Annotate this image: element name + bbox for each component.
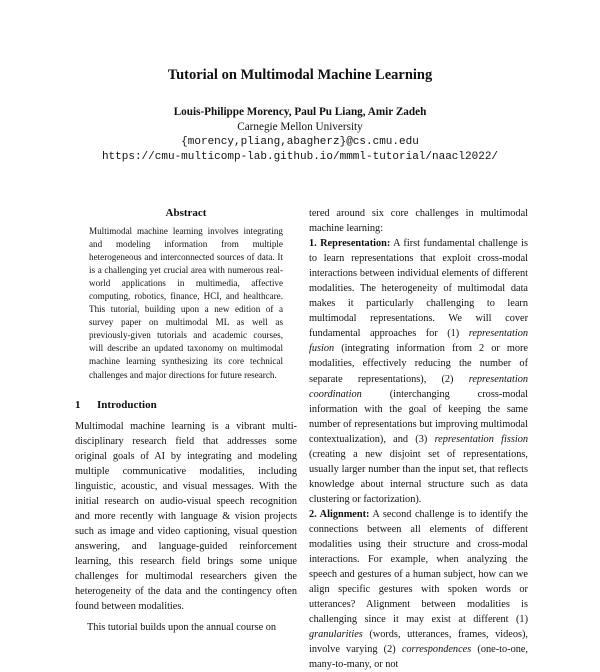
affiliation: Carnegie Mellon University bbox=[237, 121, 363, 133]
representation-text-d: (creating a new disjoint set of representations, usually larger number than the input set, that reflects knowledge about internal structure such as data clustering or factorization). bbox=[309, 448, 528, 505]
representation-text-a: A first fundamental challenge is to learn representations that exploit cross-modal interactions between individual elements of different modalities. The heterogeneity of multimodal data makes it particularly challenging to learn multimodal representations. We will cover fundamental approaches for (1) bbox=[309, 238, 528, 340]
introduction-paragraph-2: This tutorial builds upon the annual course on bbox=[87, 622, 277, 634]
term-representation-fission: representation fission bbox=[434, 433, 529, 445]
alignment-text-c: (one-to-one, many-to-many, or not bbox=[309, 644, 529, 671]
representation-paragraph bbox=[309, 236, 528, 507]
term-granularities: granularities bbox=[309, 629, 363, 641]
author-block bbox=[0, 105, 600, 165]
section-number: 1 bbox=[75, 398, 81, 411]
alignment-text-b: (words, utterances, frames, videos), involve varying (2) bbox=[309, 629, 528, 656]
section-title: Introduction bbox=[97, 398, 157, 411]
author-emails: {morency,pliang,abagherz}@cs.cmu.edu bbox=[181, 136, 419, 148]
representation-text-b: (integrating information from 2 or more modalities, effectively reducing the number of separate representations), (2) bbox=[309, 343, 528, 385]
abstract-heading: Abstract bbox=[165, 207, 207, 219]
term-correspondences: correspondences bbox=[401, 644, 472, 656]
section-heading-introduction bbox=[75, 398, 297, 413]
alignment-paragraph bbox=[309, 507, 528, 672]
alignment-label: 2. Alignment: bbox=[309, 508, 370, 520]
representation-text-c: (interchanging cross-modal information with the goal of keeping the same number of representations but improving multimodal contextualization), and (3) bbox=[309, 388, 528, 445]
tutorial-url[interactable]: https://cmu-multicomp-lab.github.io/mmml-tutorial/naacl2022/ bbox=[101, 151, 499, 163]
paper-title: Tutorial on Multimodal Machine Learning bbox=[167, 67, 433, 83]
author-names: Louis-Philippe Morency, Paul Pu Liang, Amir Zadeh bbox=[173, 106, 427, 118]
abstract-text: Multimodal machine learning involves integrating and modeling information from multiple heterogeneous and interconnected sources of data. It is a challenging yet crucial area with numerous real-world applications in multimedia, affective computing, robotics, finance, HCI, and healthcare. This tutorial, building upon a new edition of a survey paper on multimodal ML as well as previously-given tutorials and academic courses, will describe an updated taxonomy on multimodal machine learning synthesizing its core technical challenges and major directions for future research. bbox=[89, 226, 283, 380]
representation-label: 1. Representation: bbox=[309, 238, 391, 250]
introduction-paragraph-1: Multimodal machine learning is a vibrant multi-disciplinary research field that addresses some original goals of AI by integrating and modeling multiple communicative modalities, including linguistic, acoustic, and visual messages. With the initial research on audio-visual speech recognition and more recently with language & vision projects such as image and video captioning, visual question answering, and language-guided reinforcement learning, this research field brings some unique challenges for multimodal researchers given the heterogeneity of the data and the contingency often found between modalities. bbox=[75, 420, 297, 613]
alignment-text-a: A second challenge is to identify the connections between all elements of different modalities using their structure and cross-modal interactions. For example, when analyzing the speech and gestures of a human subject, how can we align specific gestures with spoken words or utterances? Alignment between modalities is challenging since it may exist at different (1) bbox=[309, 508, 528, 626]
term-representation-coordination: representation coordination bbox=[309, 373, 529, 400]
term-representation-fusion: representation fusion bbox=[309, 328, 528, 355]
left-column bbox=[75, 206, 297, 635]
challenges-intro: tered around six core challenges in multimodal machine learning: bbox=[309, 208, 528, 235]
right-column bbox=[309, 206, 528, 672]
